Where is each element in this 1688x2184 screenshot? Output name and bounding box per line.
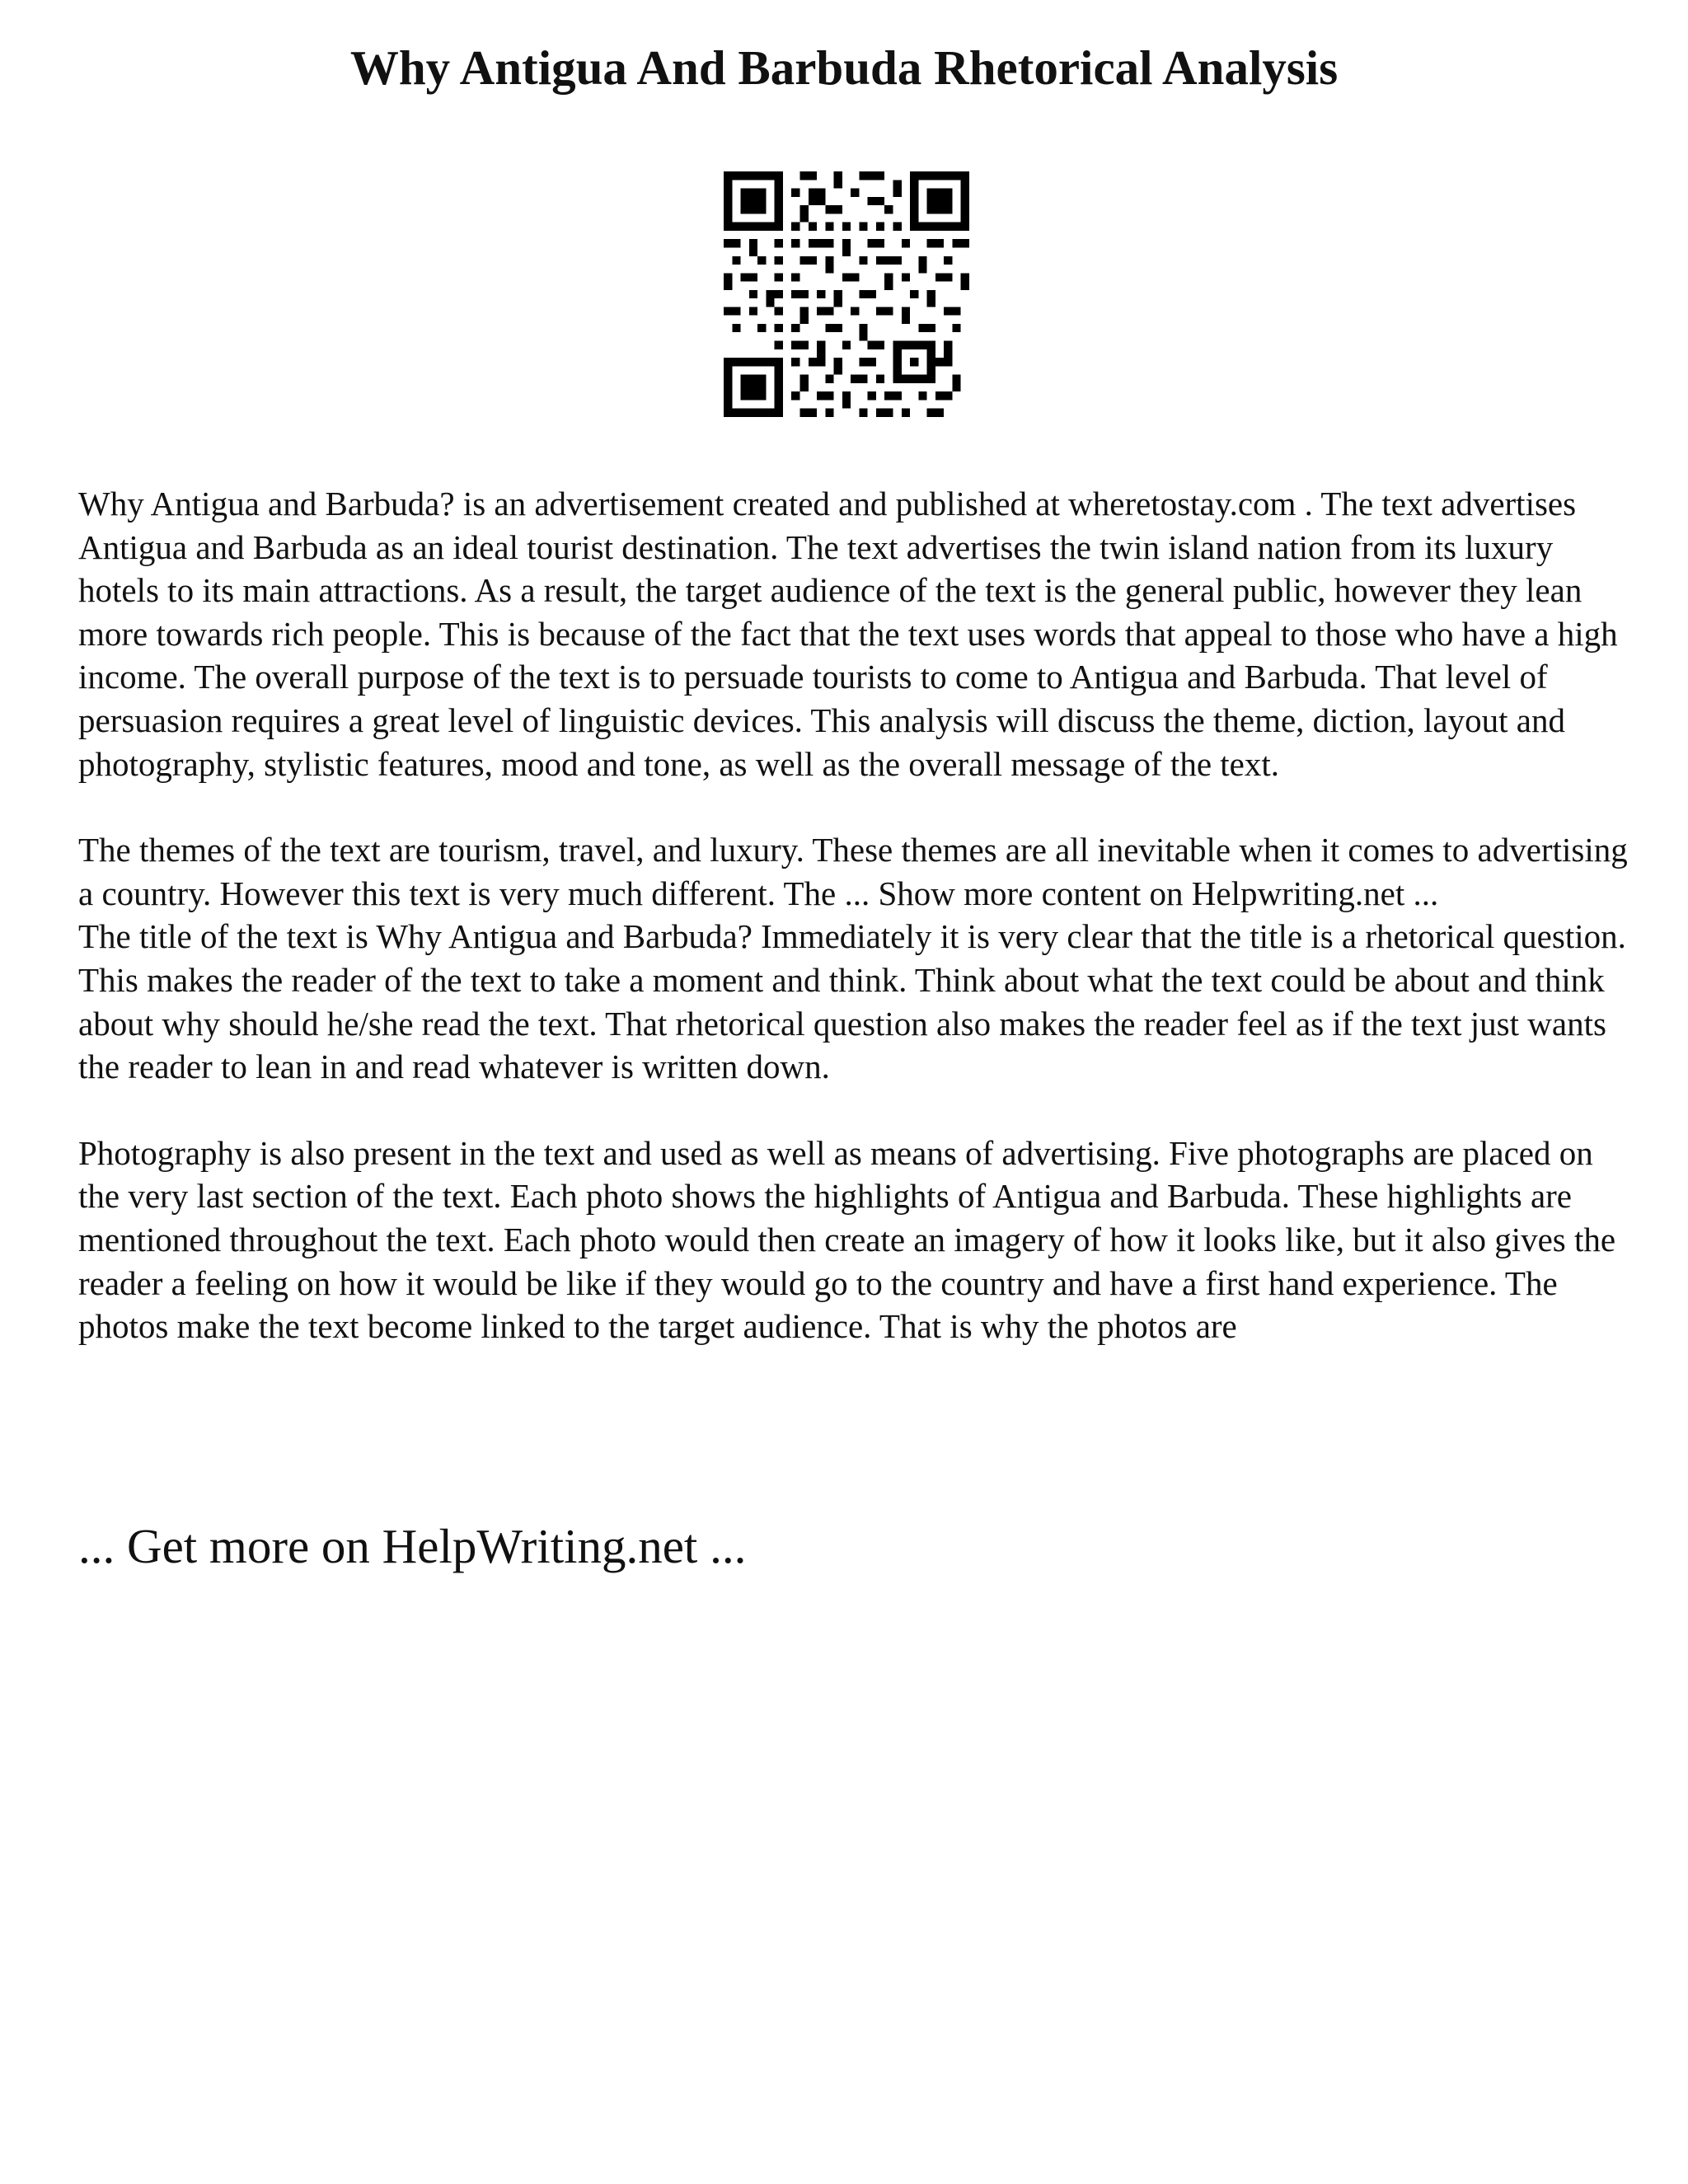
get-more-link-text: ... Get more on HelpWriting.net ... [78,1519,747,1573]
article-body [78,482,1628,1348]
qr-code-icon [724,171,969,417]
paragraph-title-analysis: The title of the text is Why Antigua and Barbuda? Immediately it is very clear that the title is a rhetorical question. This makes the reader of the text to take a moment and think. Think about what the text could be about and think about why should he/she read the text. That rhetorical question also makes the reader feel as if the text just wants the reader to lean in and read whatever is written down. [78,917,1626,1086]
paragraph-intro: Why Antigua and Barbuda? is an advertisement created and published at wheretostay.com . The text advertises Antigua and Barbuda as an ideal tourist destination. The text advertises the twin island nation from its luxury hotels to its main attractions. As a result, the target audience of the text is the general public, however they lean more towards rich people. This is because of the fact that the text uses words that appeal to those who have a high income. The overall purpose of the text is to persuade tourists to come to Antigua and Barbuda. That level of persuasion requires a great level of linguistic devices. This analysis will discuss the theme, diction, layout and photography, stylistic features, mood and tone, as well as the overall message of the text. [78,485,1618,783]
paragraph-themes: The themes of the text are tourism, travel, and luxury. These themes are all inevitable when it comes to advertising a country. However this text is very much different. The ... Show more content on Helpwriting.net ... [78,831,1628,912]
page-title: Why Antigua And Barbuda Rhetorical Analysis [349,40,1339,95]
paragraph-photography: Photography is also present in the text and used as well as means of advertising. Five photographs are placed on the very last section of the text. Each photo shows the highlights of Antigua and Barbuda. These highlights are mentioned throughout the text. Each photo would then create an imagery of how it looks like, but it also gives the reader a feeling on how it would be like if they would go to the country and have a first hand experience. The photos make the text become linked to the target audience. That is why the photos are [78,1133,1616,1346]
